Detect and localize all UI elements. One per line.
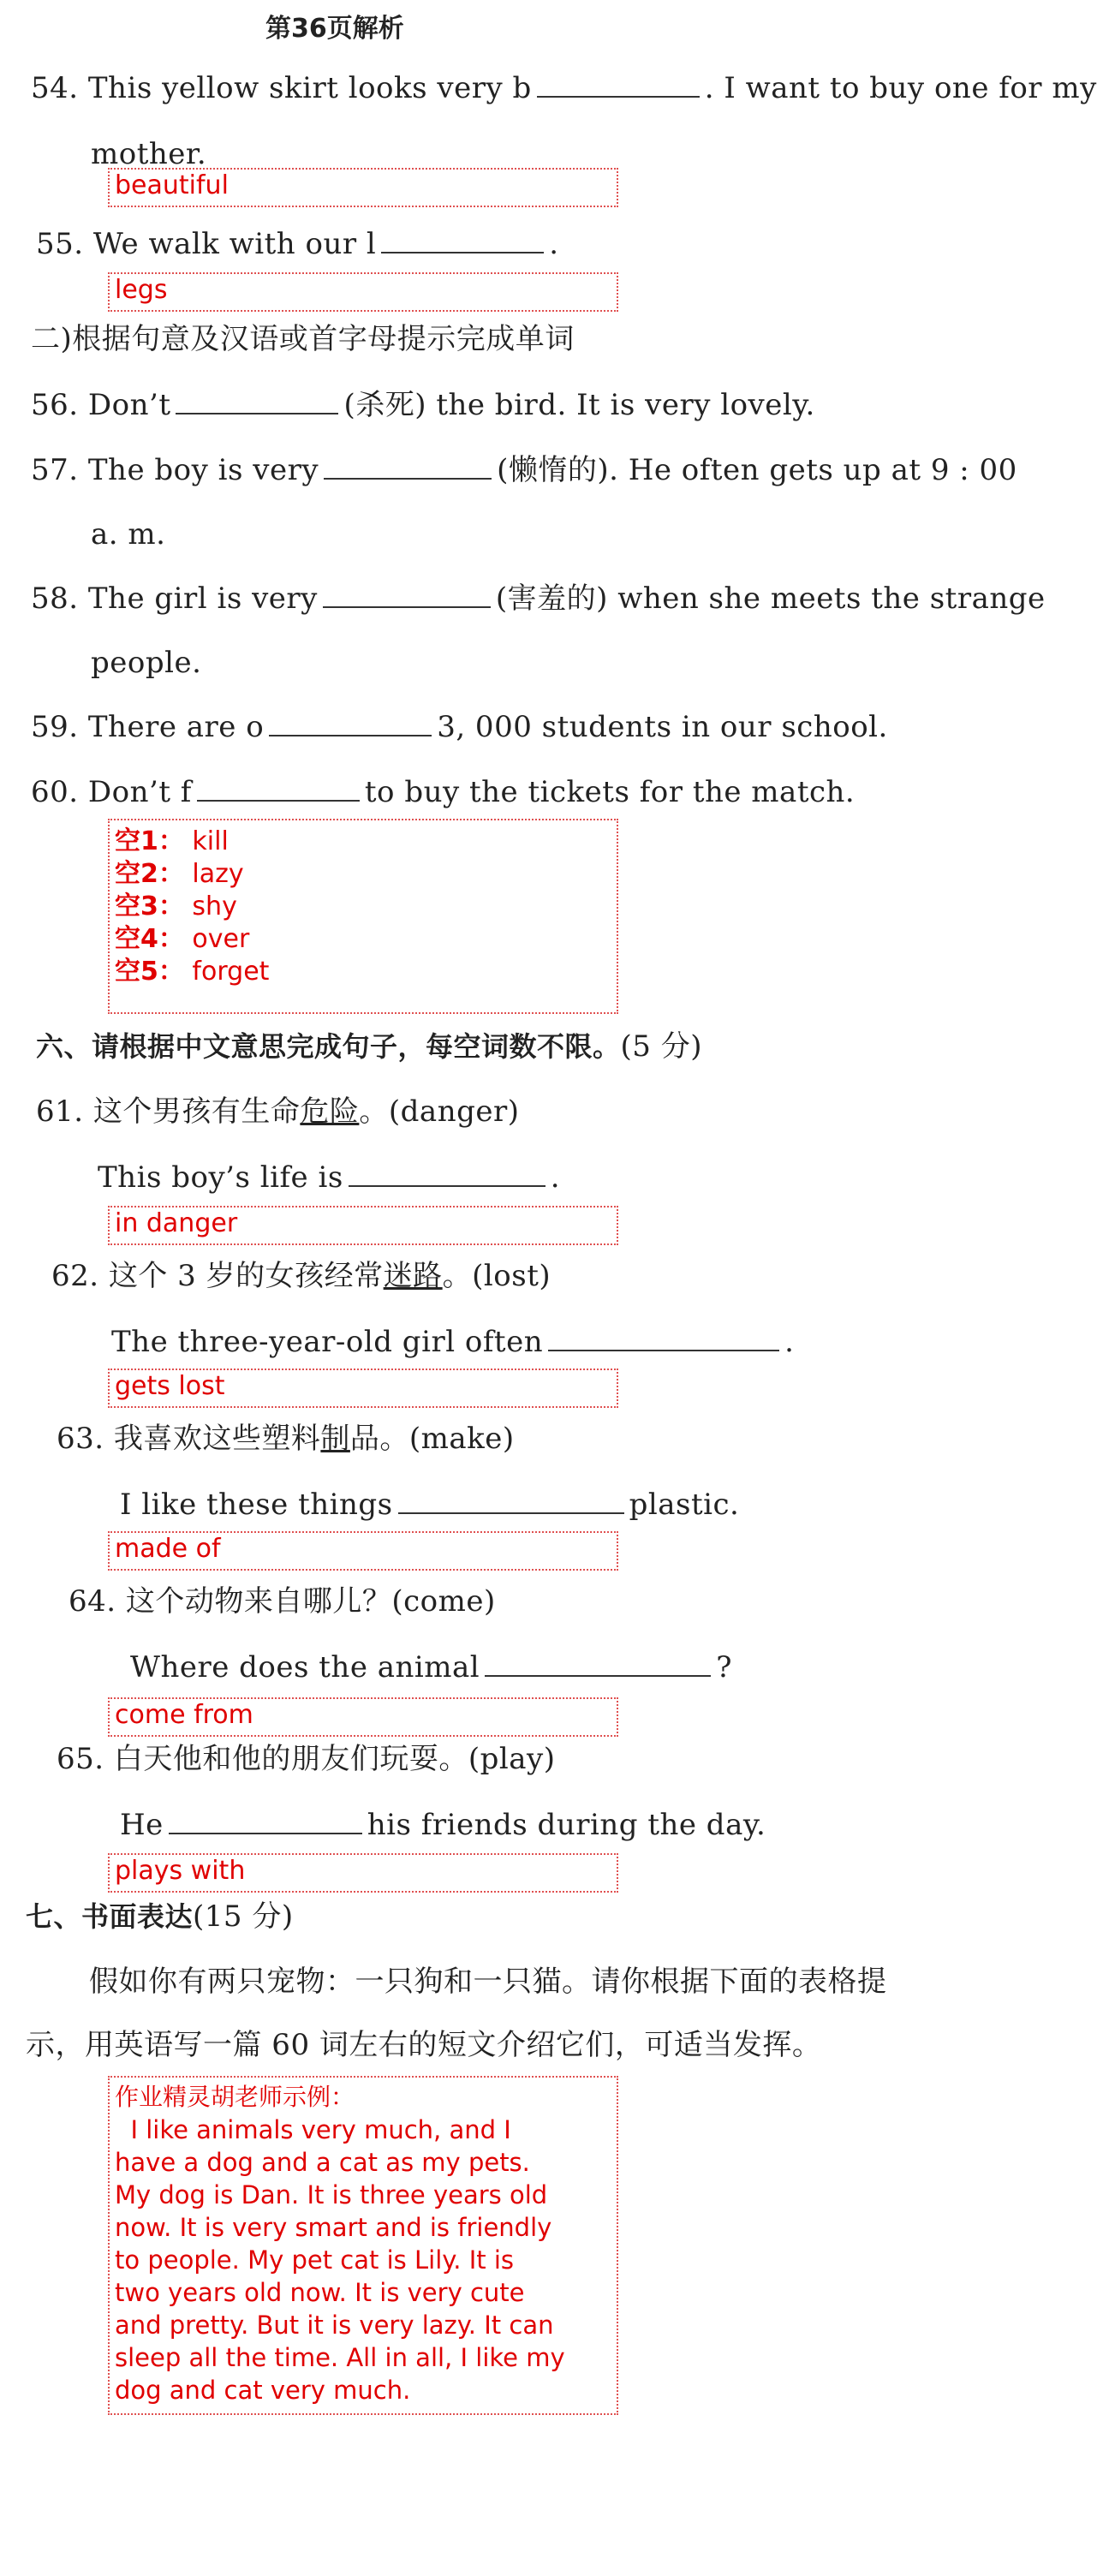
- section-6-title: 六、请根据中文意思完成句子，每空词数不限。(5 分): [36, 1029, 702, 1064]
- question-64-en: Where does the animal ?: [130, 1648, 732, 1686]
- essay-line: sleep all the time. All in all, I like my: [115, 2343, 565, 2372]
- answer-blank: [324, 450, 492, 480]
- answer-item: 空3： shy: [115, 891, 237, 921]
- answer-box-55: legs: [108, 272, 618, 312]
- question-64-cn: 64. 这个动物来自哪儿？(come): [69, 1584, 496, 1619]
- answer-blank: [269, 707, 432, 736]
- answer-blank: [485, 1648, 711, 1677]
- page-title: 第36页解析: [265, 14, 404, 44]
- question-62-cn: 62. 这个 3 岁的女孩经常迷路。(lost): [51, 1259, 551, 1293]
- answer-blank: [197, 772, 360, 802]
- essay-line: now. It is very smart and is friendly: [115, 2213, 552, 2242]
- essay-line: dog and cat very much.: [115, 2376, 411, 2405]
- answer-blank: [537, 69, 700, 98]
- essay-line: to people. My pet cat is Lily. It is: [115, 2245, 515, 2275]
- question-65-cn: 65. 白天他和他的朋友们玩耍。(play): [57, 1742, 556, 1776]
- answer-blank: [381, 224, 544, 253]
- question-60: 60. Don’t f to buy the tickets for the match.: [31, 772, 855, 811]
- question-56: 56. Don’t (杀死) the bird. It is very lovely.: [31, 385, 815, 424]
- question-54-cont: mother.: [91, 137, 207, 171]
- answer-item: 空4： over: [115, 924, 250, 954]
- question-63-cn: 63. 我喜欢这些塑料制品。(make): [57, 1422, 515, 1456]
- answer-blank: [176, 385, 338, 414]
- essay-heading: 作业精灵胡老师示例：: [115, 2083, 355, 2111]
- answer-blank: [169, 1805, 362, 1834]
- question-54: 54. This yellow skirt looks very b . I want to buy one for my: [31, 69, 1097, 107]
- answer-box-63: made of: [108, 1531, 618, 1571]
- answer-box-64: come from: [108, 1697, 618, 1737]
- answer-box-54: beautiful: [108, 168, 618, 207]
- answer-box-62: gets lost: [108, 1368, 618, 1408]
- section-7-prompt-1: 假如你有两只宠物：一只狗和一只猫。请你根据下面的表格提: [89, 1965, 887, 1999]
- question-61-en: This boy’s life is .: [98, 1158, 560, 1196]
- answer-blank: [398, 1485, 624, 1514]
- essay-line: and pretty. But it is very lazy. It can: [115, 2311, 554, 2340]
- section-2-title: 二)根据句意及汉语或首字母提示完成单词: [31, 322, 575, 356]
- answer-box-65: plays with: [108, 1853, 618, 1893]
- section-7-title: 七、书面表达(15 分): [26, 1899, 294, 1934]
- answer-item: 空2： lazy: [115, 859, 244, 889]
- question-57-cont: a. m.: [91, 517, 166, 552]
- answer-box-56-60: [108, 819, 618, 1014]
- essay-line: I like animals very much, and I: [115, 2115, 511, 2144]
- essay-line: My dog is Dan. It is three years old: [115, 2180, 548, 2209]
- question-57: 57. The boy is very (懒惰的). He often gets up at 9 : 00: [31, 450, 1017, 489]
- question-63-en: I like these things plastic.: [120, 1485, 739, 1524]
- answer-blank: [548, 1322, 779, 1351]
- essay-line: have a dog and a cat as my pets.: [115, 2148, 530, 2177]
- question-55: 55. We walk with our l .: [36, 224, 559, 263]
- answer-item: 空5： forget: [115, 957, 270, 987]
- essay-answer-box: [108, 2076, 618, 2415]
- question-65-en: He his friends during the day.: [120, 1805, 766, 1844]
- essay-line: two years old now. It is very cute: [115, 2278, 525, 2307]
- answer-blank: [323, 579, 491, 608]
- question-58: 58. The girl is very (害羞的) when she meets the strange: [31, 579, 1046, 617]
- answer-box-61: in danger: [108, 1206, 618, 1245]
- question-59: 59. There are o 3, 000 students in our school.: [31, 707, 888, 746]
- section-7-prompt-2: 示，用英语写一篇 60 词左右的短文介绍它们，可适当发挥。: [26, 2028, 822, 2062]
- answer-item: 空1： kill: [115, 826, 229, 856]
- question-61-cn: 61. 这个男孩有生命危险。(danger): [36, 1094, 520, 1129]
- answer-blank: [349, 1158, 546, 1187]
- question-58-cont: people.: [91, 646, 202, 680]
- question-62-en: The three-year-old girl often .: [111, 1322, 794, 1361]
